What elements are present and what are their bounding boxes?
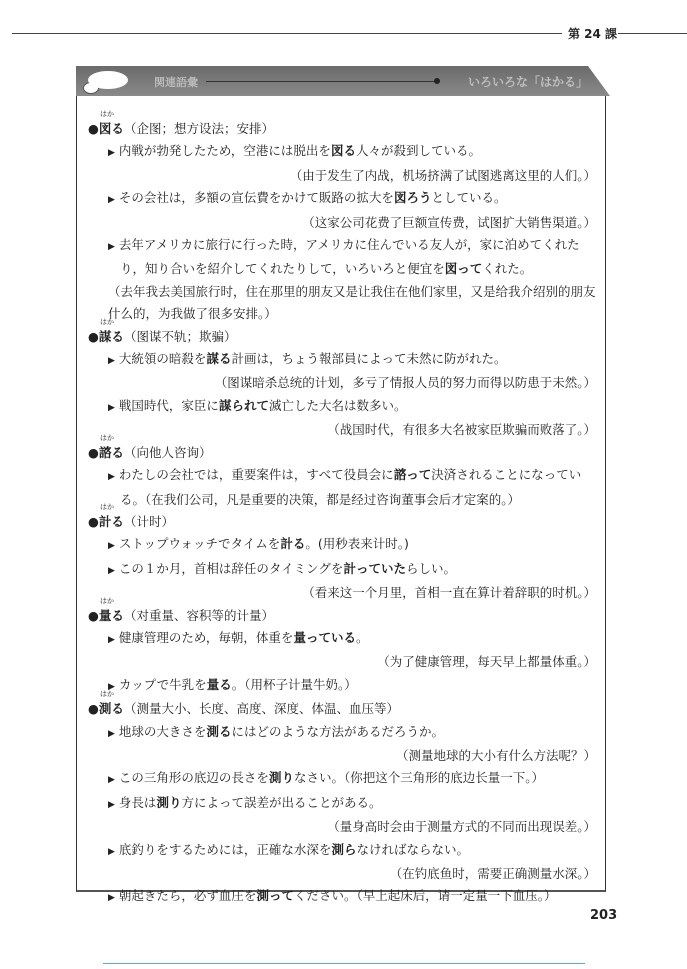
example-japanese-end: 決済されることになっている。 <box>120 467 582 507</box>
example-translation: （看来这一个月里，首相一直在算计着辞职的时机。） <box>302 585 596 601</box>
bullet-icon: ● <box>88 121 99 136</box>
example-translation: （用杯子计量牛奶。） <box>244 676 357 692</box>
example-keyword: 計っていた <box>343 560 406 576</box>
example-japanese: ストップウォッチでタイムを <box>118 536 281 552</box>
header-rule-right <box>618 33 687 34</box>
headword-gloss: （企图；想方设法；安排） <box>123 121 274 136</box>
headword: 計る <box>98 513 124 529</box>
headword-gloss: （计时） <box>123 513 174 529</box>
example-japanese-end: 。 <box>355 629 369 645</box>
example-japanese: 身長は <box>118 794 157 810</box>
example-sentence <box>100 348 602 372</box>
example-japanese-end: なければならない。 <box>356 841 469 857</box>
example-translation: （为了健康管理，每天早上都量体重。） <box>377 654 596 670</box>
headword-gloss: （图谋不轨；欺骗） <box>123 328 237 344</box>
example-translation: （量身高时会由于测量方式的不同而出现误差。） <box>327 819 596 835</box>
bullet-icon: ● <box>88 701 99 717</box>
example-sentence <box>100 885 602 909</box>
example-keyword: 図ろう <box>393 190 432 206</box>
headword: 量る <box>98 607 124 623</box>
example-keyword: 量る <box>206 676 232 692</box>
headword-gloss: （对重量、容积等的计量） <box>123 607 274 623</box>
bullet-icon: ● <box>88 607 99 623</box>
example-japanese: わたしの会社では，重要案件は，すべて役員会に <box>118 467 394 483</box>
example-japanese: 底釣りをするためには，正確な水深を <box>118 841 332 857</box>
example-keyword: 計る <box>280 536 306 552</box>
example-translation: (用秒表来计时。) <box>317 536 409 552</box>
page-number: 203 <box>590 908 618 923</box>
example-japanese: その会社は，多額の宣伝費をかけて販路の拡大を <box>118 190 394 206</box>
furigana: はか <box>100 317 114 326</box>
example-keyword: 測る <box>206 723 232 739</box>
example-sentence <box>100 395 602 419</box>
triangle-bullet-icon: ▶ <box>108 402 115 413</box>
headword-gloss: （测量大小、长度、高度、深度、体温、血压等） <box>123 701 399 717</box>
example-japanese: 内戦が勃発したため，空港には脱出を <box>118 143 331 159</box>
example-japanese-end: くれた。 <box>482 261 533 277</box>
example-translation: （战国时代，有很多大名被家臣欺骗而败落了。） <box>327 422 596 438</box>
example-japanese-end: ください。 <box>293 888 357 904</box>
bullet-icon: ● <box>88 513 99 529</box>
example-translation: （在钓底鱼时，需要正确测量水深。） <box>389 866 596 881</box>
example-japanese: 去年アメリカに旅行に行った時，アメリカに住んでいる友人が，家に泊めてくれたり，知り合いを紹介してくれたりして，いろいろと便宜を <box>118 237 580 277</box>
triangle-bullet-icon: ▶ <box>108 775 115 786</box>
triangle-bullet-icon: ▶ <box>108 846 115 857</box>
furigana: はか <box>100 433 114 442</box>
example-translation: （早上起床后，请一定量一下血压。） <box>356 888 557 904</box>
headword: 図る <box>98 121 124 136</box>
example-translation: （去年我去美国旅行时，住在那里的朋友又是让我住在他们家里，又是给我介绍别的朋友什么的，为我做了很多安排。） <box>108 283 596 322</box>
headword: 測る <box>98 701 124 717</box>
triangle-bullet-icon: ▶ <box>108 893 115 904</box>
example-sentence <box>100 839 602 863</box>
lesson-label: 第 24 課 <box>568 27 618 41</box>
example-japanese: 朝起きたら，必ず血圧を <box>118 888 257 904</box>
triangle-bullet-icon: ▶ <box>108 541 115 552</box>
example-sentence <box>100 674 602 698</box>
header-rule <box>12 33 562 34</box>
furigana: はか <box>100 690 114 699</box>
example-translation: （在我们公司，凡是重要的决策，都是经过咨询董事会后才定案的。） <box>145 491 521 507</box>
example-translation: （由于发生了内战，机场挤满了试图逃离这里的人们。） <box>289 167 596 183</box>
example-japanese: この三角形の底辺の長さを <box>118 770 269 786</box>
example-keyword: 測り <box>156 794 182 810</box>
entry-headword <box>88 596 602 627</box>
banner-section-label: 関連語彙 <box>154 76 198 89</box>
triangle-bullet-icon: ▶ <box>108 472 115 483</box>
banner-rule <box>206 81 435 82</box>
example-keyword: 測って <box>256 888 294 904</box>
example-translation: （测量地球的大小有什么方法呢？） <box>395 747 596 763</box>
banner-dot <box>434 78 440 84</box>
example-sentence <box>100 533 602 557</box>
example-keyword: 諮って <box>393 467 432 483</box>
example-japanese-end: にはどのような方法があるだろうか。 <box>231 723 444 739</box>
example-translation: （图谋暗杀总统的计划，多亏了情报人员的努力而得以防患于未然。） <box>214 375 596 391</box>
bullet-icon: ● <box>88 328 99 344</box>
triangle-bullet-icon: ▶ <box>108 565 115 576</box>
example-japanese: 地球の大きさを <box>118 723 207 739</box>
example-sentence <box>100 721 602 745</box>
example-keyword: 図って <box>444 261 483 277</box>
triangle-bullet-icon: ▶ <box>108 681 115 692</box>
headword: 謀る <box>98 328 124 344</box>
example-sentence <box>100 140 602 164</box>
example-japanese-end: としている。 <box>431 190 507 206</box>
example-japanese: カップで牛乳を <box>118 676 207 692</box>
example-japanese-end: なさい。 <box>293 770 344 786</box>
triangle-bullet-icon: ▶ <box>108 356 115 367</box>
example-keyword: 測り <box>268 770 294 786</box>
triangle-bullet-icon: ▶ <box>108 799 115 810</box>
example-japanese-end: 人々が殺到している。 <box>355 143 481 159</box>
entry-headword <box>88 433 602 464</box>
banner-title: いろいろな「はかる」 <box>467 75 588 89</box>
furigana: はか <box>100 596 114 605</box>
example-sentence <box>100 627 602 651</box>
example-translation: （这家公司花费了巨额宣传费，试图扩大销售渠道。） <box>302 214 596 230</box>
triangle-bullet-icon: ▶ <box>108 634 115 645</box>
triangle-bullet-icon: ▶ <box>108 148 115 159</box>
example-keyword: 量っている <box>293 629 356 645</box>
entry-headword <box>88 317 602 348</box>
example-japanese-end: 。 <box>305 536 318 552</box>
entries-list <box>88 110 602 910</box>
headword: 諮る <box>98 444 124 460</box>
example-sentence <box>100 792 602 816</box>
example-sentence <box>100 187 602 211</box>
banner-corner <box>588 66 610 96</box>
furigana: はか <box>100 502 114 511</box>
example-japanese: この１か月，首相は辞任のタイミングを <box>118 560 344 576</box>
triangle-bullet-icon: ▶ <box>108 195 115 206</box>
triangle-bullet-icon: ▶ <box>108 242 115 253</box>
furigana: はか <box>100 110 114 118</box>
example-japanese-end: 計画は，ちょう報部員によって未然に防がれた。 <box>231 351 507 367</box>
entry-headword <box>88 690 602 720</box>
headword-gloss: （向他人咨询） <box>123 444 212 460</box>
example-sentence <box>100 464 602 511</box>
entry-headword <box>88 502 602 533</box>
example-japanese-end: 方によって誤差が出ることがある。 <box>181 794 382 810</box>
entry-headword <box>88 110 602 140</box>
section-banner <box>76 66 610 96</box>
example-sentence <box>100 558 602 582</box>
example-japanese: 戦国時代，家臣に <box>118 397 219 413</box>
example-japanese-end: 。 <box>231 676 245 692</box>
example-sentence <box>100 234 602 281</box>
example-translation: （你把这个三角形的底边长量一下。） <box>343 770 544 786</box>
example-keyword: 測ら <box>331 841 357 857</box>
example-sentence <box>100 767 602 791</box>
example-japanese-end: らしい。 <box>405 560 456 576</box>
bullet-icon: ● <box>88 444 99 460</box>
example-japanese: 健康管理のため，毎朝，体重を <box>118 629 294 645</box>
speech-bubble-icon <box>88 71 128 89</box>
example-keyword: 謀る <box>206 351 232 367</box>
triangle-bullet-icon: ▶ <box>108 728 115 739</box>
example-japanese-end: 滅亡した大名は数多い。 <box>268 397 407 413</box>
example-keyword: 図る <box>330 143 356 159</box>
bottom-rule <box>103 963 585 964</box>
example-keyword: 謀られて <box>218 397 269 413</box>
example-japanese: 大統領の暗殺を <box>118 351 207 367</box>
